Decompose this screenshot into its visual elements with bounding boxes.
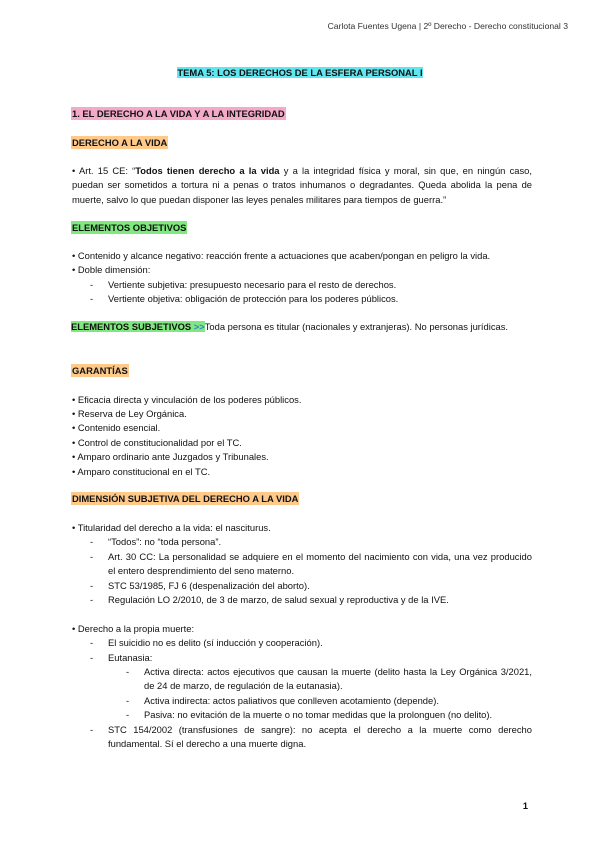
dash-marker: - xyxy=(90,279,94,290)
dash-marker: - xyxy=(126,666,130,677)
dash-marker: - xyxy=(90,637,94,648)
dash-marker: - xyxy=(90,536,94,547)
document-title xyxy=(0,67,600,78)
list-item: Activa indirecta: actos paliativos que conlleven acotamiento (depende). xyxy=(144,695,439,706)
garantias-heading: GARANTÍAS xyxy=(72,365,128,376)
dash-marker: - xyxy=(90,724,94,735)
page-number: 1 xyxy=(522,801,528,812)
dash-marker: - xyxy=(90,652,94,663)
dash-marker: - xyxy=(126,695,130,706)
list-item: Vertiente subjetiva: presupuesto necesario para el resto de derechos. xyxy=(108,279,397,290)
list-item: Regulación LO 2/2010, de 3 de marzo, de salud sexual y reproductiva y de la IVE. xyxy=(108,594,449,605)
list-item: STC 154/2002 (transfusiones de sangre): no acepta el derecho a la muerte como derecho fundamental. Sí el derecho a una muerte digna. xyxy=(108,724,532,750)
list-item: • Control de constitucionalidad por el TC. xyxy=(72,437,242,448)
subjetivos-heading: ELEMENTOS SUBJETIVOS xyxy=(71,321,192,332)
list-item: • Amparo constitucional en el TC. xyxy=(72,466,211,477)
subjetivos-text: Toda persona es titular (nacionales y extranjeras). No personas jurídicas. xyxy=(204,321,509,332)
list-item: STC 53/1985, FJ 6 (despenalización del aborto). xyxy=(108,580,310,591)
page-header: Carlota Fuentes Ugena | 2º Derecho - Derecho constitucional 3 xyxy=(327,21,568,31)
list-item: “Todos”: no “toda persona”. xyxy=(108,536,222,547)
dash-marker: - xyxy=(90,551,94,562)
dash-marker: - xyxy=(90,594,94,605)
art15-paragraph xyxy=(72,164,532,207)
art15-prefix: • Art. 15 CE: “ xyxy=(72,165,136,176)
objetivos-heading: ELEMENTOS OBJETIVOS xyxy=(72,222,187,233)
list-item: • Reserva de Ley Orgánica. xyxy=(72,408,187,419)
list-item: • Derecho a la propia muerte: xyxy=(72,623,195,634)
list-item: Activa directa: actos ejecutivos que causan la muerte (delito hasta la Ley Orgánica 3/2021, de 24 de marzo, de regulación de la eutanasia). xyxy=(144,666,532,692)
art15-rest: y a la integridad física y moral, sin que, en ningún caso, puedan ser sometidos a tortura ni a penas o tratos inhumanos o degradantes. Queda abolida la pena de muerte, salvo lo que puedan disponer las leyes penales militares para tiempos de guerra.” xyxy=(72,165,532,205)
list-item: • Eficacia directa y vinculación de los poderes públicos. xyxy=(72,394,302,405)
list-item: • Contenido y alcance negativo: reacción frente a actuaciones que acaben/pongan en peligro la vida. xyxy=(72,250,491,261)
list-item: • Titularidad del derecho a la vida: el nasciturus. xyxy=(72,522,271,533)
dash-marker: - xyxy=(90,580,94,591)
subsection-heading: DERECHO A LA VIDA xyxy=(72,137,168,148)
art15-bold: Todos tienen derecho a la vida xyxy=(135,165,280,176)
list-item: • Contenido esencial. xyxy=(72,422,161,433)
list-item: • Amparo ordinario ante Juzgados y Tribunales. xyxy=(72,451,269,462)
dash-marker: - xyxy=(126,709,130,720)
section-heading: 1. EL DERECHO A LA VIDA Y A LA INTEGRIDAD xyxy=(72,108,285,119)
list-item: • Doble dimensión: xyxy=(72,264,151,275)
document-title-text: TEMA 5: LOS DERECHOS DE LA ESFERA PERSONAL I xyxy=(177,67,423,78)
list-item: Art. 30 CC: La personalidad se adquiere en el momento del nacimiento con vida, una vez producido el entero desprendimiento del seno materno. xyxy=(108,551,532,577)
dimension-heading: DIMENSIÓN SUBJETIVA DEL DERECHO A LA VIDA xyxy=(72,493,299,504)
list-item: Vertiente objetiva: obligación de protección para los poderes públicos. xyxy=(108,293,399,304)
list-item: El suicidio no es delito (sí inducción y cooperación). xyxy=(108,637,323,648)
list-item: Pasiva: no evitación de la muerte o no tomar medidas que la prolonguen (no delito). xyxy=(144,709,493,720)
arrow-icon: >> xyxy=(191,321,205,332)
subjetivos-line xyxy=(71,320,508,334)
list-item: Eutanasia: xyxy=(108,652,153,663)
dash-marker: - xyxy=(90,293,94,304)
